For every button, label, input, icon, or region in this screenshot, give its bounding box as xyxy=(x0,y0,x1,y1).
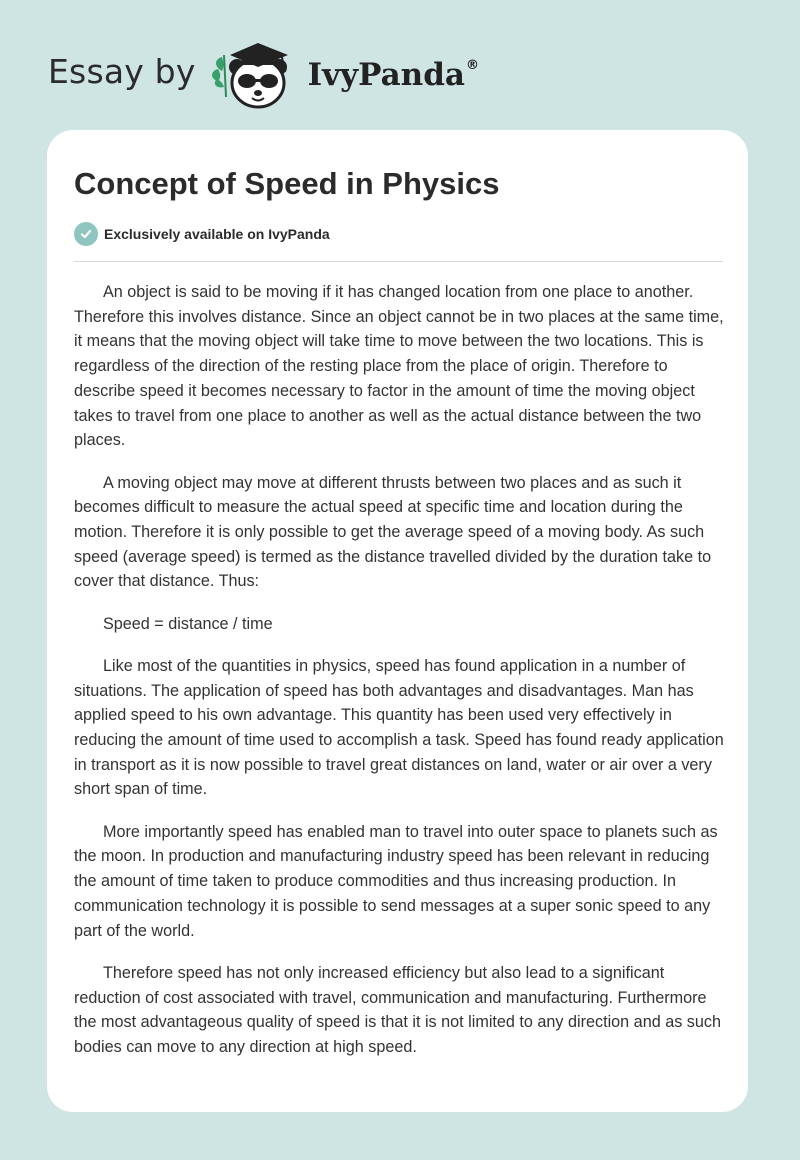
check-circle-icon xyxy=(74,222,98,246)
formula-paragraph: Speed = distance / time xyxy=(103,614,273,633)
exclusive-badge-label: Exclusively available on IvyPanda xyxy=(104,226,330,242)
essay-body xyxy=(74,280,724,1077)
essay-title: Concept of Speed in Physics xyxy=(74,166,500,201)
paragraph: More importantly speed has enabled man to travel into outer space to planets such as the moon. In production and manufacturing industry speed has been relevant in reducing the amount of time taken to produce commodities and thus increasing production. In communication technology it is possible to send messages at a super sonic speed to any part of the world. xyxy=(74,822,718,940)
essay-by-label: Essay by xyxy=(48,51,196,91)
brand-text: IvyPanda xyxy=(307,57,465,93)
brand-name xyxy=(308,57,479,93)
paragraph: A moving object may move at different thrusts between two places and as such it becomes difficult to measure the actual speed at specific time and location during the motion. Therefore it is only possible to get the average speed of a moving body. As such speed (average speed) is termed as the distance travelled divided by the duration take to cover that distance. Thus: xyxy=(74,473,712,591)
essay-card xyxy=(47,130,748,1112)
paragraph: Like most of the quantities in physics, speed has found application in a number of situations. The application of speed has both advantages and disadvantages. Man has applied speed to his own advantage. This quantity has been used very effectively in reducing the amount of time used to accomplish a task. Speed has found ready application in transport as it is now possible to travel great distances on land, water or air over a very short span of time. xyxy=(74,656,724,799)
paragraph: Therefore speed has not only increased efficiency but also lead to a significant reduction of cost associated with travel, communication and manufacturing. Furthermore the most advantageous quality of speed is that it is not limited to any direction and as such bodies can move to any direction at high speed. xyxy=(74,963,721,1056)
registered-mark: ® xyxy=(465,58,479,73)
title-divider xyxy=(74,261,723,262)
site-header xyxy=(48,34,479,114)
panda-graduate-icon xyxy=(210,35,306,113)
exclusive-badge xyxy=(74,222,330,246)
paragraph: An object is said to be moving if it has changed location from one place to another. Therefore this involves distance. Since an object cannot be in two places at the same time, it means that the moving object will take time to move between the two locations. This is regardless of the direction of the resting place from the place of origin. Therefore to describe speed it becomes necessary to factor in the amount of time the moving object takes to travel from one place to another as well as the actual distance between the two places. xyxy=(74,283,724,450)
